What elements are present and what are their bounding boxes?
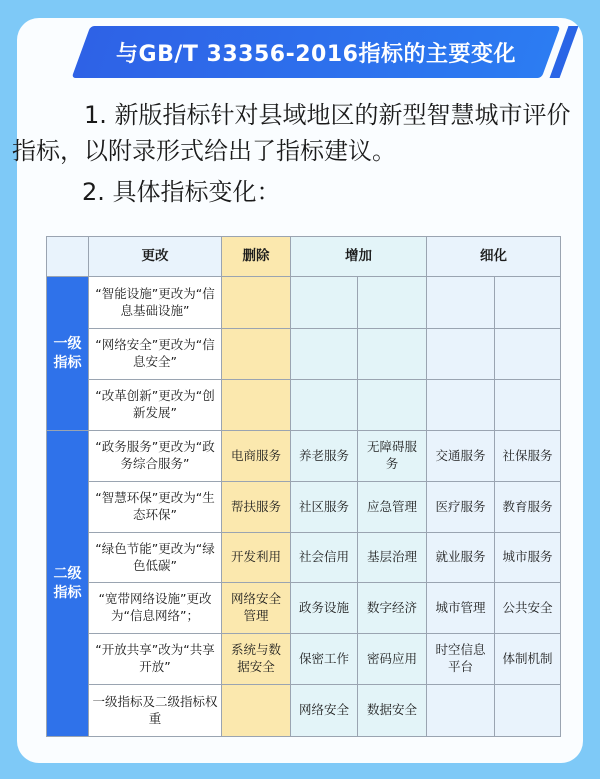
header-add: 增加: [290, 236, 427, 277]
cell-change: “开放共享”改为“共享开放”: [88, 633, 222, 685]
cell-add: 社会信用: [290, 532, 358, 583]
cell-refine: 城市管理: [426, 582, 495, 634]
header-delete: 删除: [221, 236, 291, 277]
cell-refine: 交通服务: [426, 430, 495, 482]
cell-delete: [221, 379, 291, 431]
cell-delete: 系统与数据安全: [221, 633, 291, 685]
cell-change: “网络安全”更改为“信息安全”: [88, 328, 222, 380]
cell-add: 密码应用: [357, 633, 427, 685]
cell-refine: [426, 684, 495, 737]
cell-change: “改革创新”更改为“创新发展”: [88, 379, 222, 431]
cell-change: “绿色节能”更改为“绿色低碳”: [88, 532, 222, 583]
cell-add: 数字经济: [357, 582, 427, 634]
cell-change: “宽带网络设施”更改为“信息网络”；: [88, 582, 222, 634]
cell-change: “智慧环保”更改为“生态环保”: [88, 481, 222, 533]
cell-refine: 就业服务: [426, 532, 495, 583]
cell-refine: 体制机制: [494, 633, 561, 685]
cell-add: 无障碍服务: [357, 430, 427, 482]
cell-add: 数据安全: [357, 684, 427, 737]
cell-add: 应急管理: [357, 481, 427, 533]
paragraph-2: 2. 具体指标变化：: [82, 178, 281, 206]
cell-add: 社区服务: [290, 481, 358, 533]
cell-delete: [221, 684, 291, 737]
cell-change: “智能设施”更改为“信息基础设施”: [88, 276, 222, 329]
cell-refine: [426, 379, 495, 431]
cell-add: 政务设施: [290, 582, 358, 634]
group-level2-label: 二级 指标: [46, 430, 89, 737]
cell-add: [290, 379, 358, 431]
cell-refine: [494, 276, 561, 329]
cell-add: [290, 328, 358, 380]
cell-delete: 开发利用: [221, 532, 291, 583]
cell-delete: [221, 276, 291, 329]
cell-refine: [426, 276, 495, 329]
group-level1-label: 一级 指标: [46, 276, 89, 431]
cell-refine: [426, 328, 495, 380]
title-banner: [81, 26, 551, 78]
cell-delete: 电商服务: [221, 430, 291, 482]
cell-delete: [221, 328, 291, 380]
cell-refine: 公共安全: [494, 582, 561, 634]
cell-refine: 城市服务: [494, 532, 561, 583]
cell-add: 养老服务: [290, 430, 358, 482]
cell-change: 一级指标及二级指标权重: [88, 684, 222, 737]
cell-add: 基层治理: [357, 532, 427, 583]
cell-delete: 帮扶服务: [221, 481, 291, 533]
cell-refine: [494, 684, 561, 737]
cell-refine: 医疗服务: [426, 481, 495, 533]
cell-refine: [494, 379, 561, 431]
cell-add: 网络安全: [290, 684, 358, 737]
paragraph-1: 1. 新版指标针对县域地区的新型智慧城市评价指标，以附录形式给出了指标建议。: [12, 101, 571, 165]
cell-delete: 网络安全管理: [221, 582, 291, 634]
banner-title: 与GB/T 33356-2016指标的主要变化: [116, 41, 516, 67]
cell-add: [357, 379, 427, 431]
cell-refine: 社保服务: [494, 430, 561, 482]
cell-add: 保密工作: [290, 633, 358, 685]
cell-change: “政务服务”更改为“政务综合服务”: [88, 430, 222, 482]
cell-add: [357, 276, 427, 329]
cell-refine: [494, 328, 561, 380]
header-corner-cell: [46, 236, 89, 277]
header-refine: 细化: [426, 236, 561, 277]
cell-refine: 时空信息平台: [426, 633, 495, 685]
cell-add: [290, 276, 358, 329]
header-change: 更改: [88, 236, 222, 277]
indicator-change-table: [46, 236, 560, 736]
cell-refine: 教育服务: [494, 481, 561, 533]
cell-add: [357, 328, 427, 380]
